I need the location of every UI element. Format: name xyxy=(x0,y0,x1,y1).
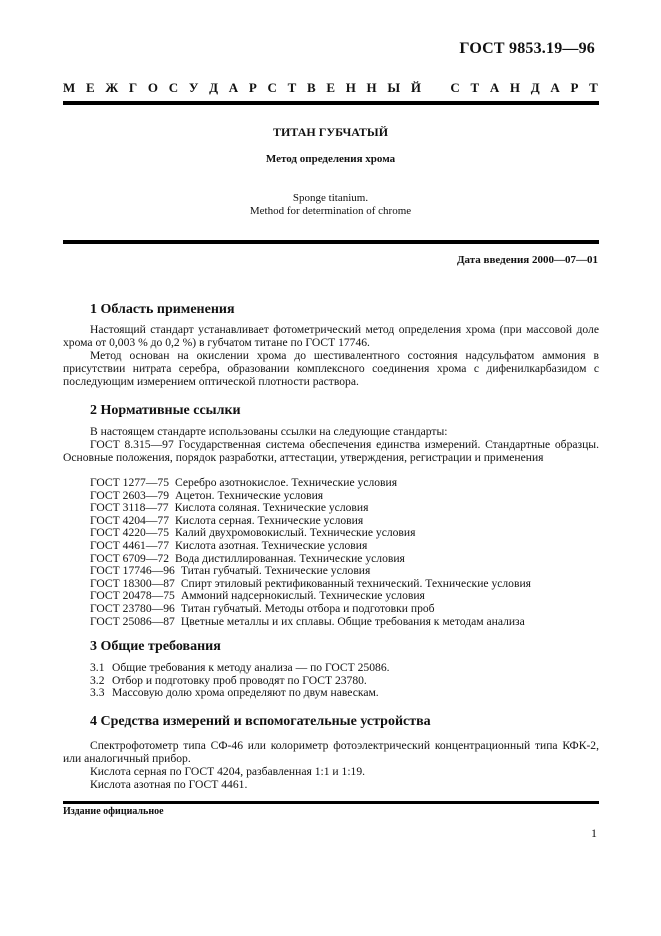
reference-gost-8-315: ГОСТ 8.315—97 Государственная система обеспечения единства измерений. Стандартные образцы. Основные положения, порядок разработки, аттестации, утверждения, регистрации и применения xyxy=(63,438,599,464)
reference-title: Титан губчатый. Методы отбора и подготовки проб xyxy=(180,601,435,615)
header-rule xyxy=(63,101,599,105)
interstate-letter xyxy=(432,80,440,96)
reference-code: ГОСТ 2603—79 xyxy=(90,488,170,502)
reference-title: Ацетон. Технические условия xyxy=(175,488,324,502)
footer-rule xyxy=(63,801,599,804)
section-2-heading: 2 Нормативные ссылки xyxy=(90,403,241,418)
section-4-paragraph-1: Спектрофотометр типа СФ-46 или колориметр фотоэлектрический концентрационный типа КФК-2, или аналогичный прибор. xyxy=(63,739,599,765)
interstate-letter: Г xyxy=(128,80,138,95)
interstate-letter: Р xyxy=(570,80,579,95)
english-title-line1: Sponge titanium. xyxy=(292,192,369,204)
reference-title: Кислота серная. Технические условия xyxy=(175,513,364,527)
interstate-letter: Д xyxy=(209,80,219,95)
reference-code: ГОСТ 25086—87 xyxy=(90,614,175,628)
page-number: 1 xyxy=(591,826,597,840)
interstate-letter: У xyxy=(188,80,199,95)
interstate-letter: Е xyxy=(85,80,95,95)
document-title: ТИТАН ГУБЧАТЫЙ xyxy=(272,125,389,139)
section-4-paragraph-3: Кислота азотная по ГОСТ 4461. xyxy=(90,778,248,791)
interstate-standard-label xyxy=(63,80,598,96)
reference-item xyxy=(90,540,531,553)
reference-code: ГОСТ 4204—77 xyxy=(90,513,170,527)
reference-item xyxy=(90,565,531,578)
reference-item xyxy=(90,616,531,629)
section-1-heading: 1 Область применения xyxy=(90,302,235,317)
reference-list xyxy=(90,477,531,628)
interstate-letter: А xyxy=(550,80,560,95)
section-4-heading: 4 Средства измерений и вспомогательные устройства xyxy=(90,714,431,729)
interstate-letter: С xyxy=(450,80,460,95)
reference-code: ГОСТ 4461—77 xyxy=(90,538,170,552)
section-3-heading: 3 Общие требования xyxy=(90,639,221,654)
reference-title: Серебро азотнокислое. Технические условия xyxy=(175,476,398,489)
interstate-letter: Н xyxy=(509,80,521,95)
section-1-paragraph-1: Настоящий стандарт устанавливает фотометрический метод определения хрома (при массовой доле хрома от 0,003 % до 0,2 %) в губчатом титане по ГОСТ 17746. xyxy=(63,323,599,349)
requirement-text: Массовую долю хрома определяют по двум навескам. xyxy=(112,686,379,700)
interstate-letter: С xyxy=(168,80,179,95)
interstate-letter: С xyxy=(267,80,277,95)
interstate-letter: Й xyxy=(410,80,421,95)
interstate-letter: Т xyxy=(470,80,480,95)
document-subtitle: Метод определения хрома xyxy=(265,153,396,165)
interstate-letter: Т xyxy=(589,80,598,95)
interstate-letter: Ы xyxy=(387,80,401,95)
introduction-date: Дата введения 2000—07—01 xyxy=(456,254,598,266)
official-edition-label: Издание официальное xyxy=(63,806,164,817)
reference-code: ГОСТ 3118—77 xyxy=(90,501,169,515)
interstate-letter: Д xyxy=(530,80,540,95)
reference-code: ГОСТ 20478—75 xyxy=(90,589,175,603)
english-title xyxy=(0,192,661,218)
interstate-letter: Т xyxy=(287,80,297,95)
reference-code: ГОСТ 4220—75 xyxy=(90,526,170,540)
gost-code: ГОСТ 9853.19—96 xyxy=(459,40,595,57)
requirement-text: Отбор и подготовку проб проводят по ГОСТ 23780. xyxy=(112,673,367,687)
reference-code: ГОСТ 1277—75 xyxy=(90,476,170,489)
requirement-text: Общие требования к методу анализа — по ГОСТ 25086. xyxy=(112,661,390,674)
reference-title: Кислота азотная. Технические условия xyxy=(175,538,368,552)
interstate-letter: О xyxy=(147,80,159,95)
section-1-paragraph-2: Метод основан на окислении хрома до шестивалентного состояния надсульфатом аммония в присутствии нитрата серебра, образовании комплексного соединения хрома с дифенилкарбазидом с последующим измерением оптической плотности раствора. xyxy=(63,349,599,388)
reference-title: Калий двухромовокислый. Технические условия xyxy=(175,526,416,540)
interstate-letter: А xyxy=(489,80,500,95)
interstate-letter: В xyxy=(306,80,316,95)
reference-title: Цветные металлы и их сплавы. Общие требования к методам анализа xyxy=(180,614,525,628)
reference-code: ГОСТ 17746—96 xyxy=(90,564,175,578)
reference-title: Вода дистиллированная. Технические условия xyxy=(175,551,405,565)
interstate-letter: Е xyxy=(326,80,335,95)
english-title-line2: Method for determination of chrome xyxy=(249,205,412,217)
interstate-letter: Р xyxy=(248,80,257,95)
reference-item xyxy=(90,502,531,515)
reference-item xyxy=(90,477,531,490)
requirements-list xyxy=(90,662,390,700)
section-2-intro: В настоящем стандарте использованы ссылки на следующие стандарты: xyxy=(90,425,448,438)
requirement-item xyxy=(90,687,390,700)
interstate-letter: А xyxy=(228,80,239,95)
interstate-letter: Н xyxy=(345,80,356,95)
reference-title: Титан губчатый. Технические условия xyxy=(180,564,371,578)
requirement-number: 3.1 xyxy=(90,661,105,674)
reference-title: Кислота соляная. Технические условия xyxy=(174,501,369,515)
reference-code: ГОСТ 23780—96 xyxy=(90,601,175,615)
requirement-number: 3.3 xyxy=(90,686,105,700)
interstate-letter: Н xyxy=(366,80,377,95)
interstate-letter: Ж xyxy=(105,80,119,95)
reference-code: ГОСТ 6709—72 xyxy=(90,551,170,565)
interstate-letter: М xyxy=(63,80,76,95)
reference-code: ГОСТ 18300—87 xyxy=(90,576,175,590)
section-4-paragraph-2: Кислота серная по ГОСТ 4204, разбавленная 1:1 и 1:19. xyxy=(90,765,366,778)
title-rule xyxy=(63,240,599,244)
reference-title: Спирт этиловый ректификованный технический. Технические условия xyxy=(180,576,531,590)
requirement-number: 3.2 xyxy=(90,673,105,687)
reference-item xyxy=(90,603,531,616)
reference-title: Аммоний надсернокислый. Технические условия xyxy=(180,589,425,603)
